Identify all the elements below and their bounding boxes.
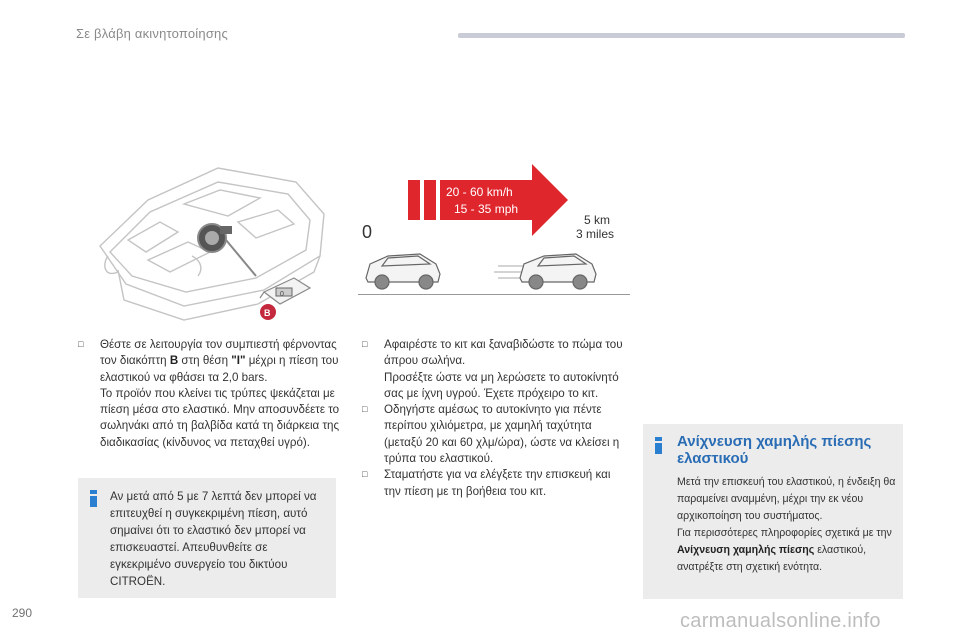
start-label: 0 [362,222,373,242]
instructions-column-1 [78,337,340,451]
compressor-figure [88,160,344,330]
info-icon [90,490,97,507]
distance-km: 5 km [584,213,611,227]
speed-mph-text: 15 - 35 mph [454,202,519,216]
figure-separator [358,294,630,295]
checkbox-icon: □ [78,339,84,349]
speed-arrow [440,164,568,236]
info-box-pressure-text: Αν μετά από 5 με 7 λεπτά δεν μπορεί να επιτευχθεί η συγκεκριμένη πίεση, αυτό σημαίνει ότι το ελαστικό δεν μπορεί να επισκευαστεί. Απευθυνθείτε σε εγκεκριμένο συνεργείο του δικτύου CITROËN. [110,490,317,588]
checkbox-icon: □ [362,469,368,480]
step-remove-kit: □ Αφαιρέστε το κιτ και ξαναβιδώστε το πώμα του άπρου σωλήνα. [362,338,623,368]
header-title: Σε βλάβη ακινητοποίησης [76,26,228,41]
checkbox-icon: □ [362,339,368,349]
speed-kmh-text: 20 - 60 km/h [446,185,513,199]
distance-miles: 3 miles [576,227,615,241]
header-bar [458,33,905,38]
checkbox-icon: □ [362,404,368,415]
speed-figure [358,162,630,297]
car-moving-icon [494,254,596,289]
info-box-low-pressure-title: Ανίχνευση χαμηλής πίεσης ελαστικού [677,433,872,467]
instructions-column-2 [362,337,624,500]
info-box-pressure [78,478,336,598]
svg-text:0: 0 [280,291,284,298]
info-box-low-pressure-text: Μετά την επισκευή του ελαστικού, η ένδειξη θα παραμείνει αναμμένη, μέχρι την εκ νέου αρχικοποίηση του συστήματος. Για περισσότερες πληροφορίες σχετικά με την Ανίχνευση χαμηλής πίεσης ελαστικού, ανατρέξτε στη σχετική ενότητα. [677,476,896,573]
step-remove-kit-note: Προσέξτε ώστε να μη λερώσετε το αυτοκίνητό σας με ίχνη υγρού. Έχετε πρόχειρο το κιτ. [384,370,619,400]
car-start-icon [366,254,440,289]
step-compressor-note: Το προϊόν που κλείνει τις τρύπες ψεκάζεται με πίεση μέσα στο ελαστικό. Μην αποσυνδέετε το σωληνάκι από τη βαλβίδα κατά τη διάρκεια της διαδικασίας (κίνδυνος να πεταχθεί υγρό). [100,386,340,449]
watermark: carmanualsonline.info [680,610,881,632]
step-drive: □ Οδηγήστε αμέσως το αυτοκίνητο για πέντε περίπου χιλιόμετρα, με χαμηλή ταχύτητα (μεταξύ 20 και 60 χλμ/ώρα), ώστε να κλείσει η τρύπα του ελαστικού. [362,403,620,466]
info-icon [655,437,662,454]
page-number: 290 [12,606,33,620]
step-check: □ Σταματήστε για να ελέγξετε την επισκευή και την πίεση με τη βοήθεια του κιτ. [362,468,611,498]
label-b: B [264,308,271,318]
speed-bar-1 [408,180,420,220]
step-compressor: □ Θέστε σε λειτουργία τον συμπιεστή φέρνοντας τον διακόπτη B στη θέση "I" μέχρι η πίεση του ελαστικού να φθάσει τα 2,0 bars. [78,338,339,384]
info-box-low-pressure [643,424,903,599]
speed-bar-2 [424,180,436,220]
